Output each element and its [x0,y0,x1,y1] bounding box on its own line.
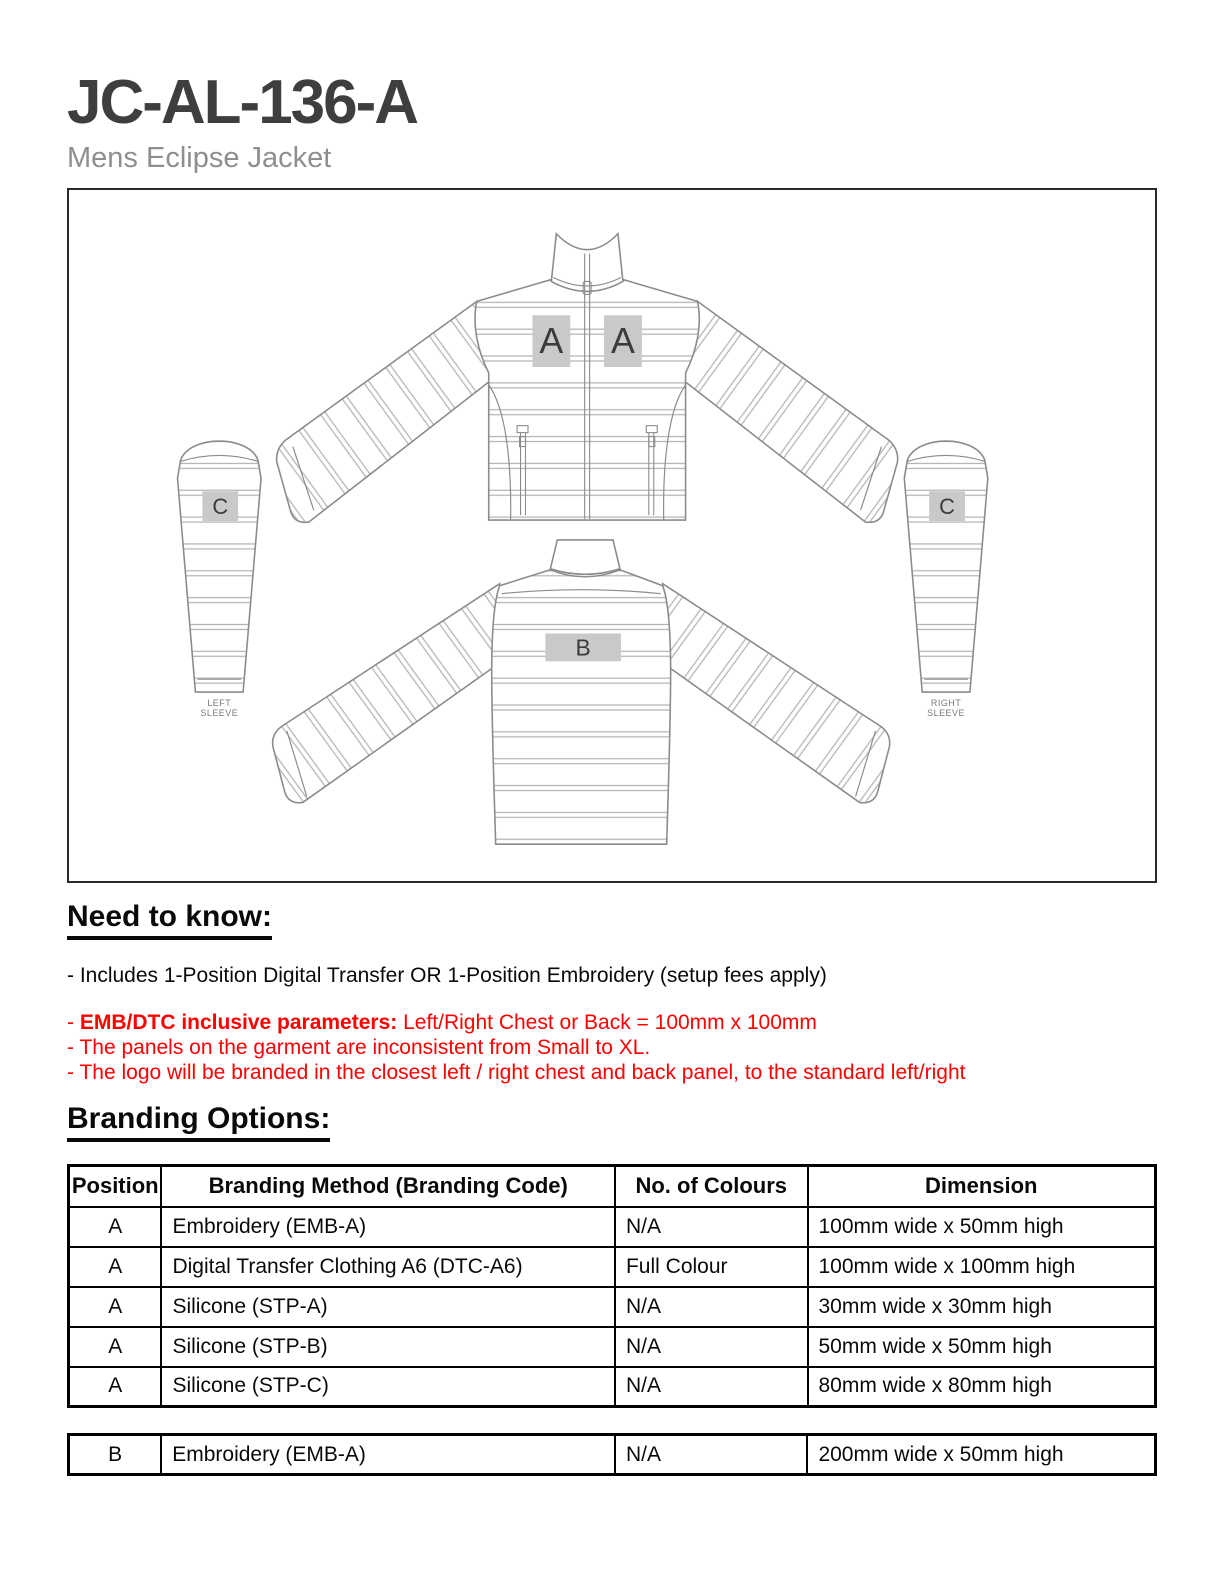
warning-block [67,1010,1157,1085]
cell-position: A [69,1367,162,1407]
front-collar [551,234,623,292]
garment-diagram-box [67,188,1157,883]
table-row [69,1327,1156,1367]
cell-dimension: 100mm wide x 100mm high [808,1247,1156,1287]
table-row [69,1435,1156,1475]
branding-options-table [67,1164,1157,1408]
cell-method: Embroidery (EMB-A) [161,1435,615,1475]
cell-dimension: 30mm wide x 30mm high [808,1287,1156,1327]
cell-colours: N/A [615,1327,808,1367]
cell-position: A [69,1247,162,1287]
warning-line-1-dash: - [67,1011,80,1035]
front-body [475,280,699,521]
need-to-know-heading: Need to know: [67,900,272,940]
cell-dimension: 50mm wide x 50mm high [808,1327,1156,1367]
warning-line-3: - The logo will be branded in the closest left / right chest and back panel, to the standard left/right [67,1061,966,1085]
table-row [69,1247,1156,1287]
cell-colours: N/A [615,1207,808,1247]
right-sleeve-view [904,441,988,718]
cell-method: Silicone (STP-C) [161,1367,615,1407]
column-header-method: Branding Method (Branding Code) [161,1166,615,1207]
left-sleeve-caption-line1: LEFT [207,698,232,709]
back-right-sleeve [655,584,890,803]
back-view [273,540,890,844]
branding-options-heading: Branding Options: [67,1102,330,1142]
garment-diagram [69,190,1155,881]
cell-colours: N/A [615,1287,808,1327]
column-header-position: Position [69,1166,162,1207]
warning-line-1-bold: EMB/DTC inclusive parameters: [79,1011,398,1035]
front-left-chest-marker-label: A [539,321,564,362]
column-header-colours: No. of Colours [615,1166,808,1207]
column-header-dimension: Dimension [808,1166,1156,1207]
front-right-chest-marker-label: A [610,321,635,362]
cell-method: Digital Transfer Clothing A6 (DTC-A6) [161,1247,615,1287]
cell-colours: N/A [615,1435,807,1475]
right-sleeve-caption-line2: SLEEVE [927,708,965,719]
cell-position: B [69,1435,162,1475]
warning-line-2: - The panels on the garment are inconsistent from Small to XL. [67,1036,651,1060]
cell-colours: Full Colour [615,1247,808,1287]
table-row [69,1287,1156,1327]
cell-method: Silicone (STP-A) [161,1287,615,1327]
page-title: JC-AL-136-A [67,68,418,137]
left-sleeve-outline [178,441,262,692]
right-sleeve-marker-label: C [939,494,955,520]
front-right-sleeve [682,301,898,522]
cell-position: A [69,1327,162,1367]
left-sleeve-caption-line2: SLEEVE [200,708,239,719]
left-sleeve-view [178,441,262,718]
page-content [67,0,1157,1476]
back-left-sleeve [273,584,508,803]
table-header-row [69,1166,1156,1207]
cell-dimension: 80mm wide x 80mm high [808,1367,1156,1407]
warning-line-1 [67,1010,1157,1035]
left-sleeve-marker-label: C [212,494,229,520]
table-row [69,1207,1156,1247]
cell-dimension: 100mm wide x 50mm high [808,1207,1156,1247]
cell-dimension: 200mm wide x 50mm high [807,1435,1155,1475]
cell-position: A [69,1207,162,1247]
back-marker-label: B [575,634,591,661]
branding-options-table-b [67,1433,1157,1476]
back-body [492,570,671,844]
cell-colours: N/A [615,1367,808,1407]
page-subtitle: Mens Eclipse Jacket [67,142,332,175]
cell-method: Silicone (STP-B) [161,1327,615,1367]
cell-method: Embroidery (EMB-A) [161,1207,615,1247]
back-collar [550,540,620,574]
right-sleeve-caption-line1: RIGHT [930,698,962,709]
warning-line-1-rest: Left/Right Chest or Back = 100mm x 100mm [397,1011,817,1035]
cell-position: A [69,1287,162,1327]
includes-note: - Includes 1-Position Digital Transfer OR 1-Position Embroidery (setup fees apply) [67,964,827,988]
front-left-sleeve [277,301,493,522]
front-view [277,234,898,523]
right-sleeve-outline [904,441,988,692]
table-row [69,1367,1156,1407]
